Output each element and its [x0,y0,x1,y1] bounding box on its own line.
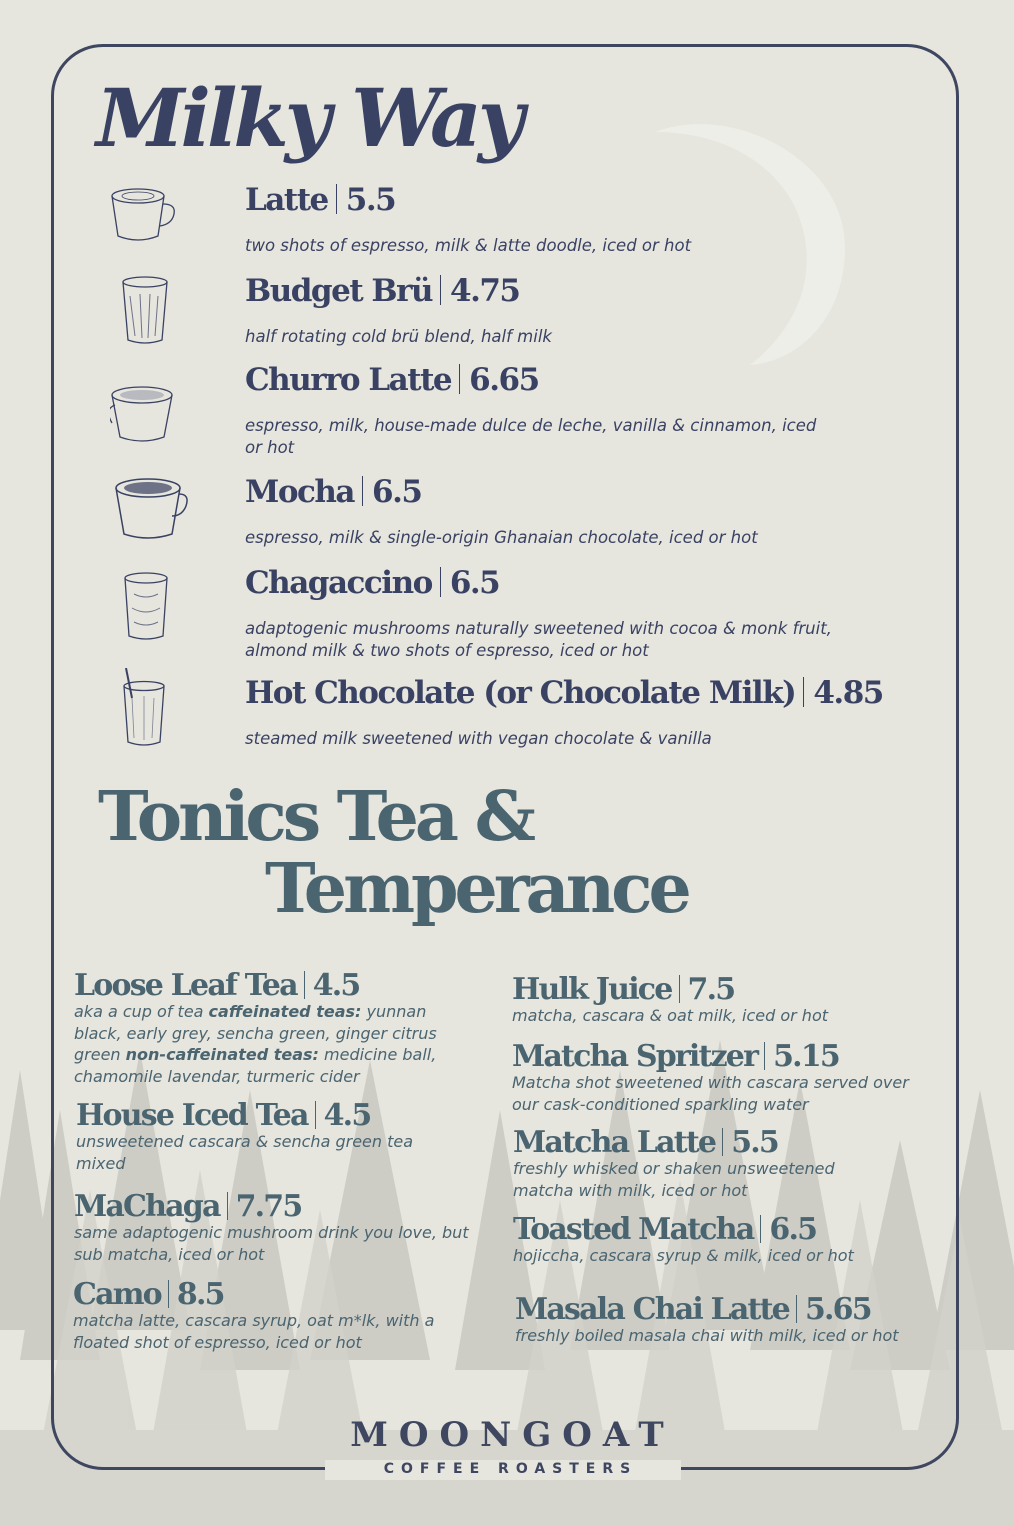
menu-item-matcha-latte [513,1125,883,1201]
latte-cup-icon [110,186,176,244]
item-price: 4.75 [450,273,520,309]
item-description: espresso, milk & single-origin Ghanaian chocolate, iced or hot [245,528,758,547]
divider [722,1128,723,1156]
item-name: Hulk Juice [512,972,672,1007]
menu-item-hot-chocolate [245,677,883,750]
divider [459,364,460,394]
item-description: steamed milk sweetened with vegan chocolate & vanilla [245,729,712,748]
menu-item-budget-bru [245,275,835,348]
straw-glass-icon [122,668,166,748]
section-title-tonics-line2: Temperance [265,849,688,929]
menu-item-machaga [74,1189,474,1265]
menu-item-churro-latte [245,364,835,459]
item-description: Matcha shot sweetened with cascara served over our cask-conditioned sparkling water [512,1073,909,1114]
menu-item-house-iced-tea [76,1098,456,1174]
item-name: Chagaccino [245,565,432,601]
item-price: 6.5 [769,1212,817,1247]
divider [227,1192,228,1220]
item-price: 7.5 [687,972,735,1007]
item-price: 6.5 [372,474,422,510]
item-price: 6.5 [449,565,500,601]
item-description: matcha latte, cascara syrup, oat m*lk, with a floated shot of espresso, iced or hot [73,1311,435,1352]
item-price: 8.5 [176,1277,224,1312]
divider [440,275,441,305]
item-description: freshly whisked or shaken unsweetened matcha with milk, iced or hot [513,1159,835,1200]
menu-item-hulk-juice [512,972,932,1027]
item-description: hojiccha, cascara syrup & milk, iced or hot [513,1246,854,1265]
item-description: unsweetened cascara & sencha green tea mixed [76,1132,414,1173]
divider [440,567,441,597]
iced-glass-icon [120,276,170,346]
item-description: adaptogenic mushrooms naturally sweetened with cocoa & monk fruit, almond milk & two shots of espresso, iced or hot [245,619,832,660]
menu-item-matcha-spritzer [512,1039,912,1115]
item-name: Mocha [245,474,354,510]
divider [760,1215,761,1243]
item-price: 6.65 [469,362,539,398]
item-price: 5.5 [731,1125,778,1160]
brand-logo [0,1415,1014,1477]
item-price: 4.85 [813,675,883,711]
item-name: Toasted Matcha [513,1212,754,1247]
item-name: Budget Brü [245,273,432,309]
item-name: Latte [245,182,328,218]
menu-item-mocha [245,476,835,549]
menu-item-toasted-matcha [513,1212,933,1267]
item-name: Matcha Latte [513,1125,716,1160]
divider [764,1042,765,1070]
item-name: Masala Chai Latte [515,1292,789,1327]
menu-item-loose-leaf-tea [74,968,474,1087]
divider [679,975,680,1003]
brand-name: MOONGOAT [350,1415,675,1455]
divider [796,1295,797,1323]
item-name: Churro Latte [245,362,452,398]
item-name: Loose Leaf Tea [74,968,297,1003]
item-price: 5.65 [804,1292,871,1327]
divider [803,677,804,707]
item-description: same adaptogenic mushroom drink you love, but sub matcha, iced or hot [74,1223,469,1264]
section-title-tonics-line1: Tonics Tea & [98,777,532,857]
item-description: aka a cup of tea caffeinated teas: yunnan black, early grey, sencha green, ginger citrus green non-caffeinated teas: medicine ball, chamomile lavendar, turmeric cider [74,1002,437,1086]
item-price: 5.15 [773,1039,839,1074]
item-name: Hot Chocolate (or Chocolate Milk) [245,675,796,711]
item-price: 7.75 [235,1189,302,1224]
item-price: 4.5 [312,968,360,1003]
item-name: Camo [73,1277,161,1312]
menu-item-chagaccino [245,567,835,662]
mocha-mug-icon [114,476,188,542]
divider [336,184,337,214]
item-name: House Iced Tea [76,1098,308,1133]
menu-item-camo [73,1277,473,1353]
item-description: half rotating cold brü blend, half milk [245,327,552,346]
divider [304,971,305,999]
section-title-milky-way: Milky Way [96,71,521,165]
item-description: two shots of espresso, milk & latte doodle, iced or hot [245,236,692,255]
item-price: 5.5 [345,182,396,218]
menu-item-latte [245,184,835,257]
divider [168,1280,169,1308]
brand-tagline: COFFEE ROASTERS [383,1461,638,1477]
menu-item-masala-chai-latte [515,1292,945,1347]
item-name: MaChaga [74,1189,220,1224]
churro-cup-icon [110,383,180,445]
item-description: espresso, milk, house-made dulce de leche, vanilla & cinnamon, iced or hot [245,416,817,457]
chaga-glass-icon [122,572,170,642]
item-name: Matcha Spritzer [512,1039,758,1074]
item-price: 4.5 [323,1098,371,1133]
item-description: freshly boiled masala chai with milk, iced or hot [515,1326,899,1345]
divider [315,1101,316,1129]
item-description: matcha, cascara & oat milk, iced or hot [512,1006,828,1025]
divider [362,476,363,506]
